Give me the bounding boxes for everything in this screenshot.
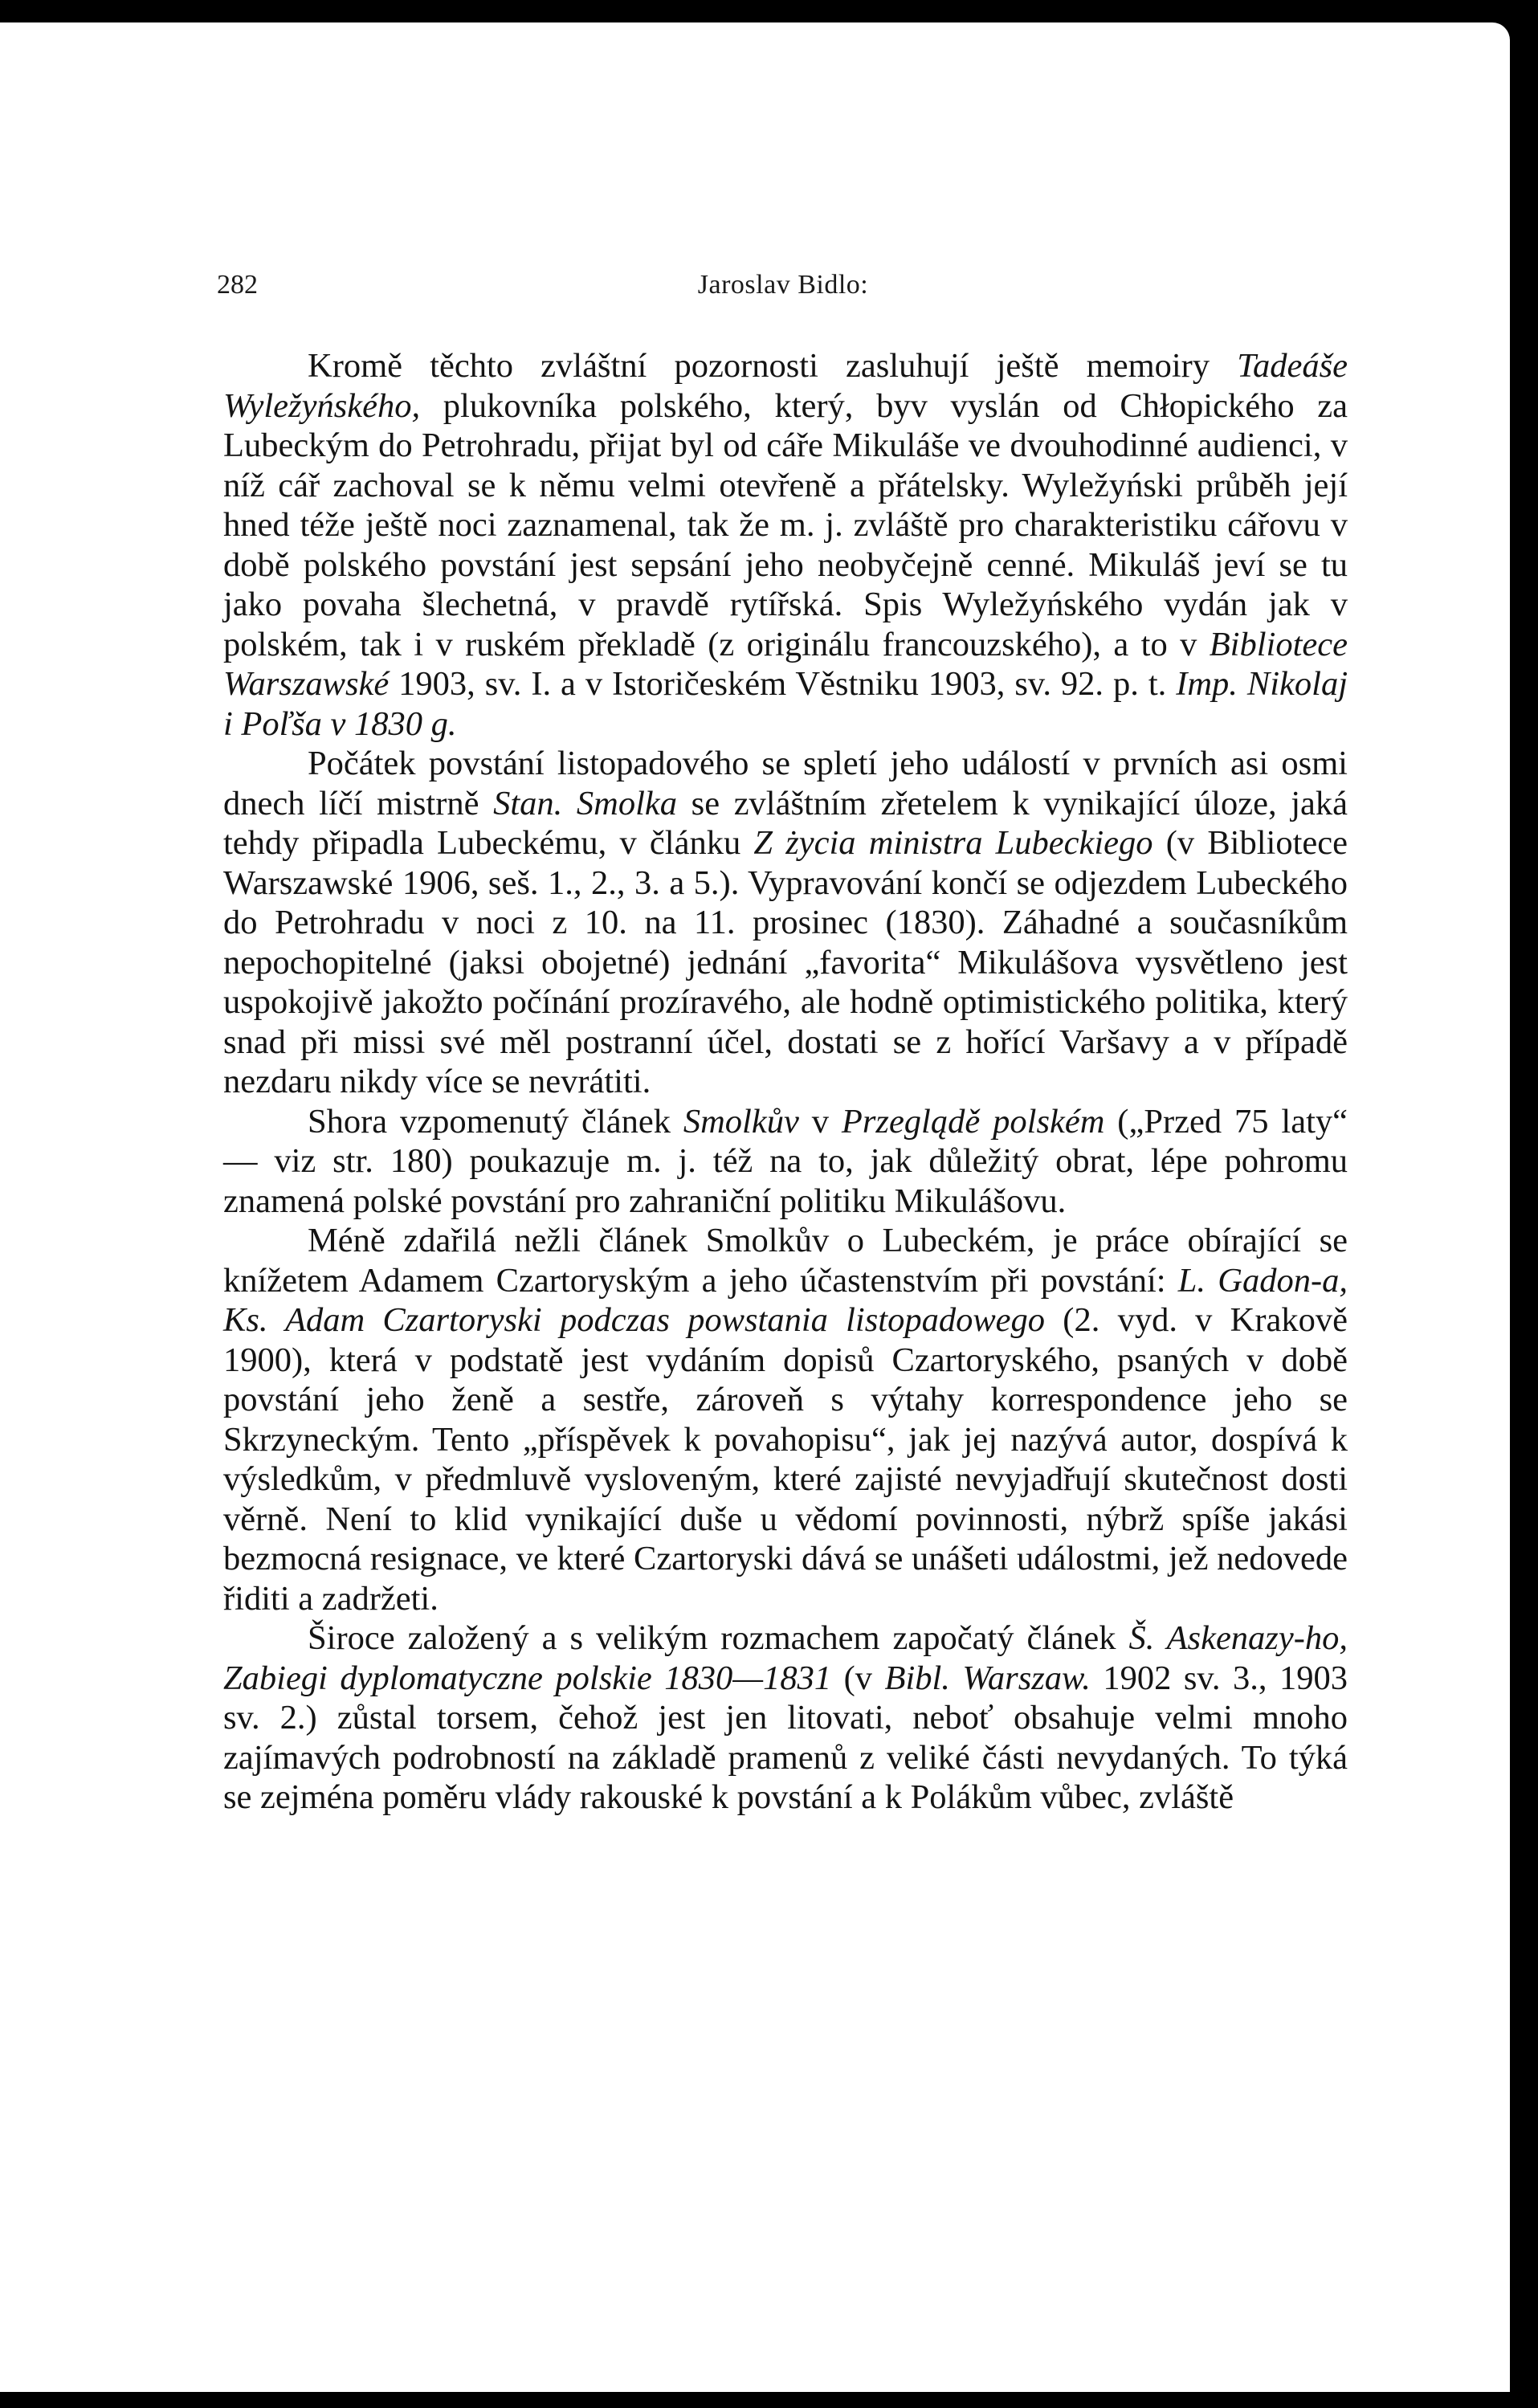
- book-page: [0, 22, 1510, 2392]
- italic-citation: Š. Askenazy-ho, Zabiegi dyplomatyczne polskie 1830—1831: [223, 1619, 1348, 1697]
- paragraph: [223, 1221, 1348, 1618]
- italic-citation: Bibl. Warszaw.: [884, 1659, 1091, 1697]
- italic-citation: Imp. Nikolaj i Poľša v 1830 g.: [223, 665, 1348, 743]
- text-run: 1903, sv. I. a v Istoričeském Věstniku 1903, sv. 92. p. t.: [389, 665, 1177, 703]
- text-run: („Przed 75 laty“ — viz str. 180) poukazuje m. j. též na to, jak důležitý obrat, lépe pohromu znamená polské povstání pro zahraniční politiku Mikulášovu.: [223, 1102, 1348, 1220]
- paragraph: [223, 1618, 1348, 1818]
- running-head: Jaroslav Bidlo:: [697, 270, 869, 300]
- text-run: se zvláštním zřetelem k vynikající úloze, jaká tehdy připadla Lubeckému, v článku: [223, 784, 1348, 862]
- body-text: [223, 346, 1348, 1818]
- text-run: (2. vyd. v Krakově 1900), která v podstatě jest vydáním dopisů Czartoryského, psaných v době povstání jeho ženě a sestře, zároveň s výtahy korrespondence jeho se Skrzyneckým. Tento „příspěvek k povahopisu“, jak jej nazývá autor, dospívá k výsledkům, v předmluvě vysloveným, které zajisté nevyjadřují skutečnost dosti věrně. Není to klid vynikající duše u vědomí povinnosti, nýbrž spíše jakási bezmocná resignace, ve které Czartoryski dává se unášeti událostmi, jež nedovede řiditi a zadržeti.: [223, 1301, 1348, 1618]
- italic-citation: Stan. Smolka: [493, 784, 678, 822]
- italic-citation: L. Gadon-a, Ks. Adam Czartoryski podczas powstania listopadowego: [223, 1261, 1348, 1339]
- text-run: Kromě těchto zvláštní pozornosti zasluhují ještě memoiry: [308, 347, 1238, 385]
- paragraph: [223, 744, 1348, 1102]
- italic-citation: Smolkův: [683, 1102, 799, 1141]
- text-run: Široce založený a s velikým rozmachem započatý článek: [308, 1619, 1129, 1657]
- paragraph: [223, 1102, 1348, 1222]
- italic-citation: Z życia ministra Lubeckiego: [753, 824, 1153, 862]
- italic-citation: Tadeáše Wyležyńského,: [223, 347, 1348, 425]
- italic-citation: Przeglądě polském: [841, 1102, 1105, 1141]
- page-number: 282: [217, 270, 258, 300]
- paragraph: [223, 346, 1348, 744]
- page-header: [217, 270, 1349, 310]
- text-run: (v: [831, 1659, 885, 1697]
- text-run: Méně zdařilá nežli článek Smolkův o Lubeckém, je práce obírající se knížetem Adamem Czartoryským a jeho účastenstvím při povstání:: [223, 1222, 1348, 1300]
- italic-citation: Bibliotece Warszawské: [223, 625, 1348, 703]
- text-run: v: [798, 1102, 842, 1141]
- text-run: 1902 sv. 3., 1903 sv. 2.) zůstal torsem, čehož jest jen litovati, neboť obsahuje velmi mnoho zajímavých podrobností na základě pramenů z veliké části nevydaných. To týká se zejména poměru vlády rakouské k povstání a k Polákům vůbec, zvláště: [223, 1659, 1348, 1816]
- text-run: Počátek povstání listopadového se spletí jeho událostí v prvních asi osmi dnech líčí mistrně: [223, 745, 1348, 822]
- text-run: plukovníka polského, který, byv vyslán od Chłopického za Lubeckým do Petrohradu, přijat byl od cáře Mikuláše ve dvouhodinné audienci, v níž cář zachoval se k němu velmi otevřeně a přátelsky. Wyležyński průběh její hned téže ještě noci zaznamenal, tak že m. j. zvláště pro charakteristiku cářovu v době polského povstání jest sepsání jeho neobyčejně cenné. Mikuláš jeví se tu jako povaha šlechetná, v pravdě rytířská. Spis Wyležyńského vydán jak v polském, tak i v ruském překladě (z originálu francouzského), a to v: [223, 386, 1348, 663]
- text-run: Shora vzpomenutý článek: [308, 1102, 683, 1141]
- text-run: (v Bibliotece Warszawské 1906, seš. 1., 2., 3. a 5.). Vypravování končí se odjezdem Lubeckého do Petrohradu v noci z 10. na 11. prosinec (1830). Záhadné a současníkům nepochopitelné (jaksi obojetné) jednání „favorita“ Mikulášova vysvětleno jest uspokojivě jakožto počínání prozíravého, ale hodně optimistického politika, který snad při missi své měl postranní účel, dostati se z hořící Varšavy a v případě nezdaru nikdy více se nevrátiti.: [223, 824, 1348, 1100]
